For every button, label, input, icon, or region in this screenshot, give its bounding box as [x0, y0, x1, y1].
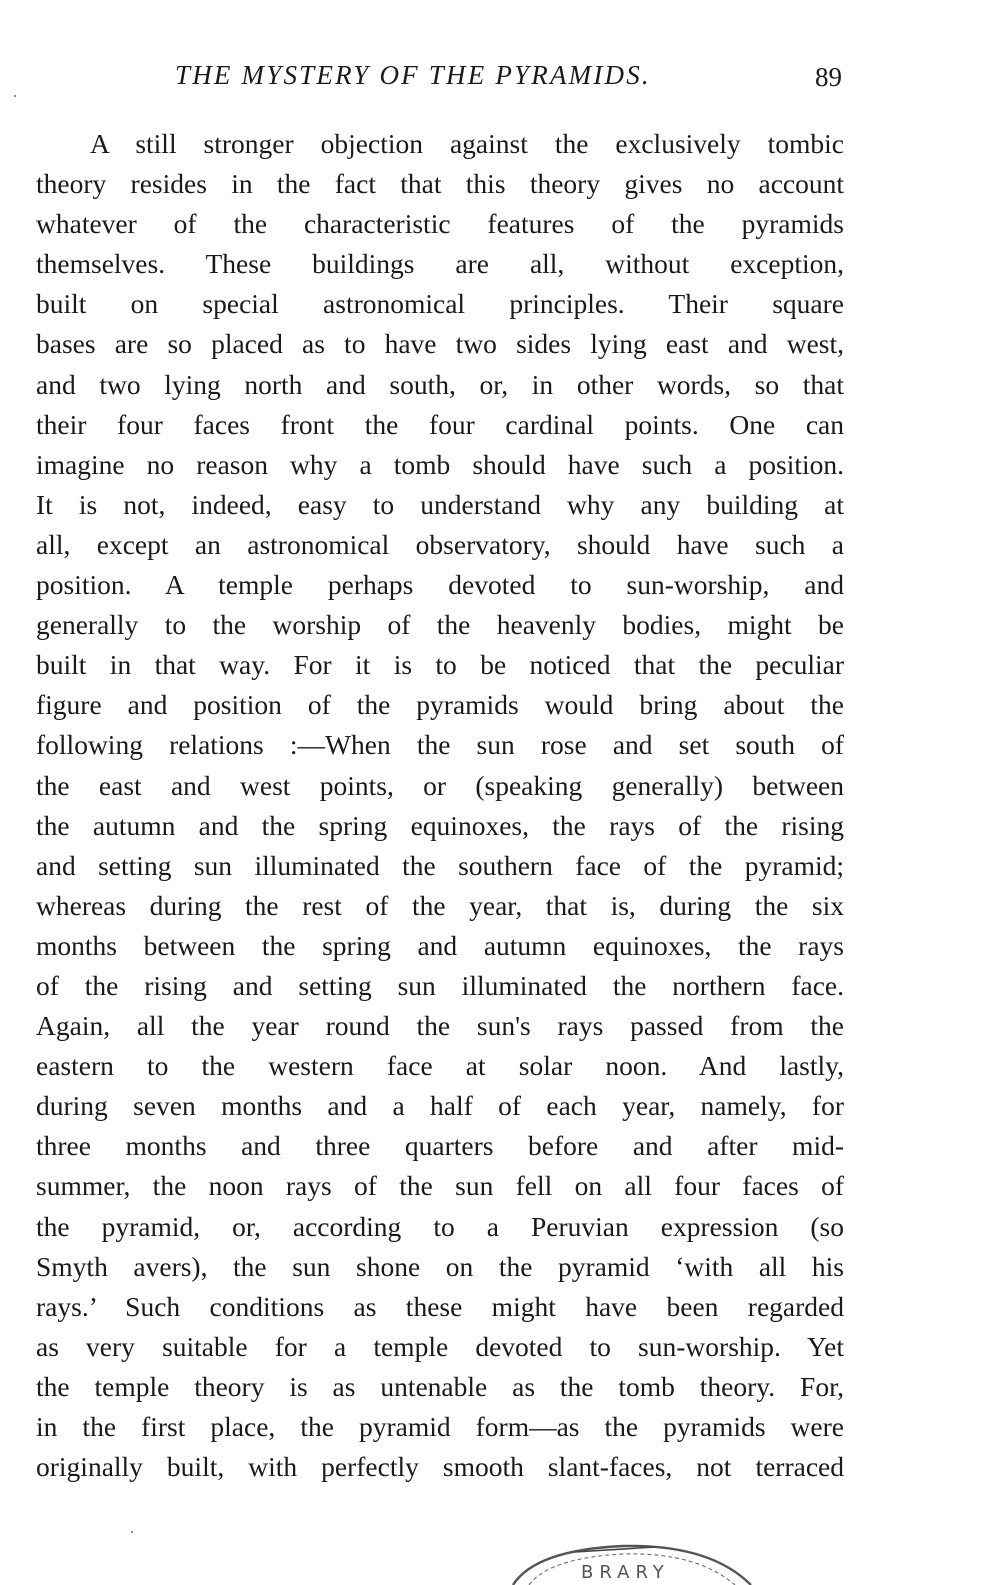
footer-speck: [131, 1531, 133, 1533]
text-line: summer, the noon rays of the sun fell on all four faces of: [36, 1170, 844, 1202]
text-line: months between the spring and autumn equinoxes, the rays: [36, 929, 844, 961]
text-line: figure and position of the pyramids would bring about the: [36, 689, 844, 721]
stamp-text: BRARY: [581, 1562, 670, 1583]
text-line: built in that way. For it is to be noticed that the peculiar: [36, 649, 844, 681]
text-line: themselves. These buildings are all, without exception,: [36, 248, 844, 280]
text-line: the pyramid, or, according to a Peruvian expression (so: [36, 1210, 844, 1242]
text-line: whereas during the rest of the year, that is, during the six: [36, 889, 844, 921]
text-line: theory resides in the fact that this theory gives no account: [36, 168, 844, 200]
text-line: built on special astronomical principles. Their square: [36, 288, 844, 320]
text-line: rays.’ Such conditions as these might have been regarded: [36, 1290, 844, 1322]
text-line: imagine no reason why a tomb should have such a position.: [36, 448, 844, 480]
text-line: the autumn and the spring equinoxes, the rays of the rising: [36, 809, 844, 841]
running-title: THE MYSTERY OF THE PYRAMIDS.: [175, 60, 651, 90]
text-line: all, except an astronomical observatory, should have such a: [36, 528, 844, 560]
text-line: of the rising and setting sun illuminated the northern face.: [36, 969, 844, 1001]
text-line: as very suitable for a temple devoted to sun-worship. Yet: [36, 1330, 844, 1362]
text-line: generally to the worship of the heavenly bodies, might be: [36, 609, 844, 641]
text-line: bases are so placed as to have two sides lying east and west,: [36, 328, 844, 360]
text-line: position. A temple perhaps devoted to sun-worship, and: [36, 569, 844, 601]
text-line: and two lying north and south, or, in other words, so that: [36, 368, 844, 400]
running-head: [0, 58, 1000, 98]
library-stamp: [505, 1538, 765, 1585]
text-line: Smyth avers), the sun shone on the pyramid ‘with all his: [36, 1250, 844, 1282]
text-line: A still stronger objection against the exclusively tombic: [90, 128, 844, 159]
text-line: the temple theory is as untenable as the tomb theory. For,: [36, 1370, 844, 1402]
text-line: the east and west points, or (speaking generally) between: [36, 769, 844, 801]
text-line: and setting sun illuminated the southern face of the pyramid;: [36, 849, 844, 881]
text-line: during seven months and a half of each year, namely, for: [36, 1090, 844, 1122]
text-line: originally built, with perfectly smooth slant-faces, not terraced: [36, 1451, 844, 1483]
text-line: their four faces front the four cardinal points. One can: [36, 408, 844, 440]
body-text: [36, 124, 844, 1487]
text-line: in the first place, the pyramid form—as the pyramids were: [36, 1411, 844, 1442]
text-line: following relations :—When the sun rose and set south of: [36, 729, 844, 761]
text-line: three months and three quarters before and after mid-: [36, 1130, 844, 1162]
text-line: whatever of the characteristic features of the pyramids: [36, 208, 844, 240]
text-line: It is not, indeed, easy to understand why any building at: [36, 488, 844, 520]
page-number: 89: [815, 62, 842, 92]
text-line: Again, all the year round the sun's rays passed from the: [36, 1010, 844, 1042]
text-line: eastern to the western face at solar noon. And lastly,: [36, 1050, 844, 1082]
